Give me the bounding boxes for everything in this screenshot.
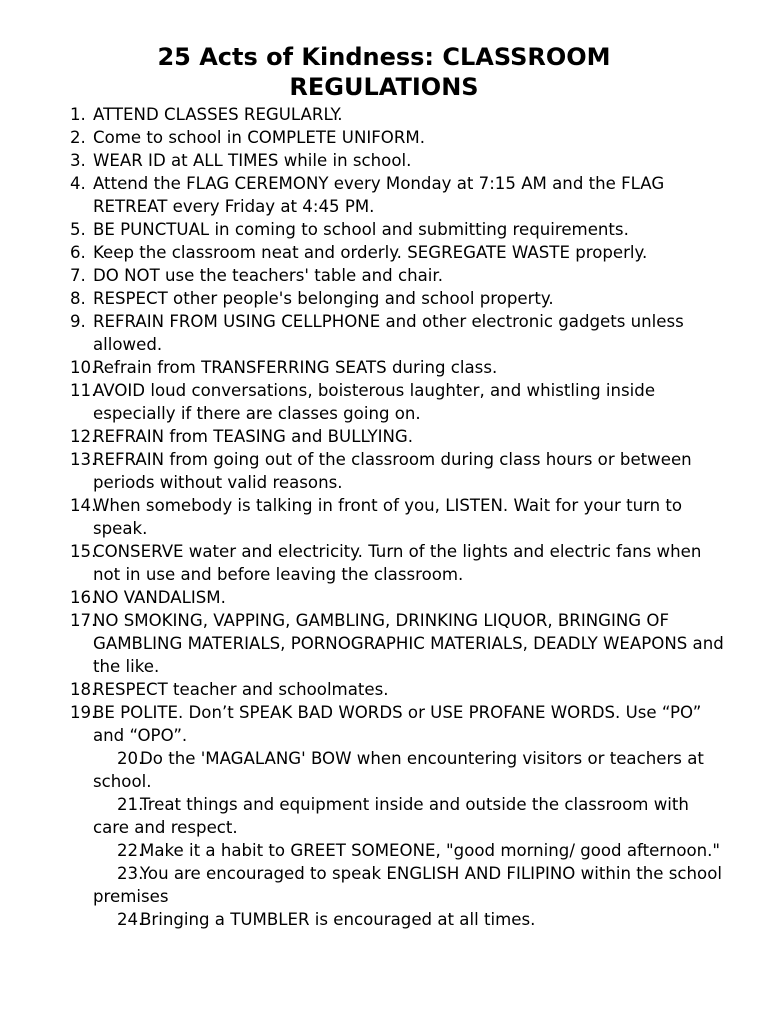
rule-item	[0, 218, 768, 241]
rule-number: 6.	[70, 243, 86, 262]
rule-number: 8.	[70, 289, 86, 308]
rule-number: 15.	[70, 542, 97, 561]
rule-text: When somebody is talking in front of you, LISTEN. Wait for your turn to speak.	[93, 496, 683, 538]
rule-text: ATTEND CLASSES REGULARLY.	[93, 105, 343, 124]
rule-item	[0, 793, 768, 839]
rule-item	[0, 747, 768, 793]
rule-text: WEAR ID at ALL TIMES while in school.	[93, 151, 412, 170]
rule-number: 18.	[70, 680, 97, 699]
rule-text: REFRAIN FROM USING CELLPHONE and other electronic gadgets unless allowed.	[93, 312, 684, 354]
rule-item	[0, 701, 768, 747]
rule-item	[0, 149, 768, 172]
rule-text: AVOID loud conversations, boisterous laughter, and whistling inside especially if there are classes going on.	[93, 381, 656, 423]
rule-number: 23.	[117, 864, 144, 883]
rule-number: 12.	[70, 427, 97, 446]
rule-number: 4.	[70, 174, 86, 193]
rule-number: 13.	[70, 450, 97, 469]
rule-number: 1.	[70, 105, 86, 124]
rule-item	[0, 287, 768, 310]
rule-text: NO SMOKING, VAPPING, GAMBLING, DRINKING LIQUOR, BRINGING OF GAMBLING MATERIALS, PORNOGRAPHIC MATERIALS, DEADLY WEAPONS and the like.	[93, 611, 724, 676]
rule-item	[0, 908, 768, 931]
rule-item	[0, 126, 768, 149]
rule-item	[0, 494, 768, 540]
rule-item	[0, 264, 768, 287]
rule-text: Attend the FLAG CEREMONY every Monday at 7:15 AM and the FLAG RETREAT every Friday at 4:45 PM.	[93, 174, 665, 216]
rule-item	[0, 241, 768, 264]
rule-item	[0, 425, 768, 448]
rule-number: 3.	[70, 151, 86, 170]
rule-number: 5.	[70, 220, 86, 239]
rule-number: 11.	[70, 381, 97, 400]
rule-number: 14.	[70, 496, 97, 515]
rule-text: Come to school in COMPLETE UNIFORM.	[93, 128, 425, 147]
rule-item	[0, 678, 768, 701]
rule-text: BE POLITE. Don’t SPEAK BAD WORDS or USE PROFANE WORDS. Use “PO” and “OPO”.	[93, 703, 702, 745]
rule-text: Keep the classroom neat and orderly. SEGREGATE WASTE properly.	[93, 243, 648, 262]
rule-text: REFRAIN from going out of the classroom during class hours or between periods without valid reasons.	[93, 450, 692, 492]
rule-number: 24.	[117, 910, 144, 929]
rule-text: Treat things and equipment inside and outside the classroom with care and respect.	[93, 795, 689, 837]
rule-number: 2.	[70, 128, 86, 147]
rule-text: RESPECT teacher and schoolmates.	[93, 680, 389, 699]
rule-item	[0, 356, 768, 379]
rule-text: DO NOT use the teachers' table and chair.	[93, 266, 443, 285]
rule-number: 9.	[70, 312, 86, 331]
rule-text: NO VANDALISM.	[93, 588, 226, 607]
rule-text: Make it a habit to GREET SOMEONE, "good morning/ good afternoon."	[140, 841, 721, 860]
rules-list	[0, 103, 768, 931]
rule-number: 21.	[117, 795, 144, 814]
rule-number: 7.	[70, 266, 86, 285]
rule-text: Do the 'MAGALANG' BOW when encountering visitors or teachers at school.	[93, 749, 704, 791]
rule-item	[0, 609, 768, 678]
rule-item	[0, 103, 768, 126]
rule-item	[0, 379, 768, 425]
rule-text: RESPECT other people's belonging and school property.	[93, 289, 554, 308]
rule-text: Refrain from TRANSFERRING SEATS during class.	[93, 358, 498, 377]
rule-item	[0, 172, 768, 218]
rule-text: Bringing a TUMBLER is encouraged at all times.	[140, 910, 536, 929]
rule-text: REFRAIN from TEASING and BULLYING.	[93, 427, 414, 446]
rule-item	[0, 586, 768, 609]
rule-number: 19.	[70, 703, 97, 722]
rule-item	[0, 310, 768, 356]
rule-number: 17.	[70, 611, 97, 630]
rule-text: BE PUNCTUAL in coming to school and submitting requirements.	[93, 220, 629, 239]
rule-item	[0, 540, 768, 586]
rule-text: CONSERVE water and electricity. Turn of the lights and electric fans when not in use and before leaving the classroom.	[93, 542, 702, 584]
rule-number: 22.	[117, 841, 144, 860]
rule-item	[0, 448, 768, 494]
rule-number: 10.	[70, 358, 97, 377]
rule-number: 16.	[70, 588, 97, 607]
document-title: 25 Acts of Kindness: CLASSROOM REGULATIONS	[157, 43, 611, 101]
rule-item	[0, 862, 768, 908]
rule-text: You are encouraged to speak ENGLISH AND FILIPINO within the school premises	[93, 864, 722, 906]
rule-number: 20.	[117, 749, 144, 768]
rule-item	[0, 839, 768, 862]
